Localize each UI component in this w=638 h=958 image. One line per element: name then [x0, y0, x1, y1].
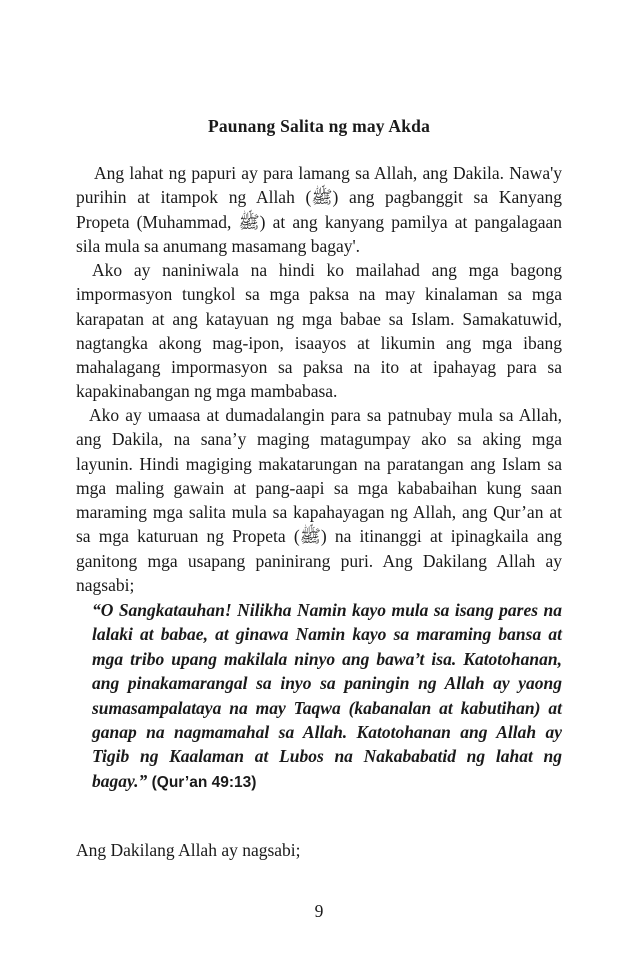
paragraph-hope: Ako ay umaasa at dumadalangin para sa patnubay mula sa Allah, ang Dakila, na sana’y maging matagumpay ako sa aking mga layunin. Hindi magiging makatarungan na paratangan ang Islam sa mga maling gawain at pang-aapi sa mga kababaihan kung saan maraming mga salita mula sa kapahayagan ng Allah, ang Qur’an at sa mga katuruan ng Propeta (ﷺ) na itinanggi at ipinagkaila ang ganitong mga usapang paninirang puri. Ang Dakilang Allah ay nagsabi; [76, 405, 562, 596]
quote-reference: (Qur’an 49:13) [151, 773, 257, 791]
quran-quote [92, 598, 562, 795]
closing-line: Ang Dakilang Allah ay nagsabi; [76, 840, 301, 860]
page-title: Paunang Salita ng may Akda [207, 116, 431, 136]
paragraph-purpose: Ako ay naniniwala na hindi ko mailahad ang mga bagong impormasyon tungkol sa mga paksa na may kinalaman sa mga karapatan at ang katayuan ng mga babae sa Islam. Samakatuwid, nagtangka akong mag-ipon, isaayos at likumin ang mga ibang mahalagang impormasyon sa paksa na ito at ipahayag para sa kapakinabangan ng mga mambabasa. [76, 260, 562, 402]
paragraph-praise: Ang lahat ng papuri ay para lamang sa Allah, ang Dakila. Nawa'y purihin at itampok ng Allah (ﷺ) ang pagbanggit sa Kanyang Propeta (Muhammad, ﷺ) at ang kanyang pamilya at pangalagaan sila mula sa anumang masamang bagay'. [76, 163, 562, 256]
page-number: 9 [314, 901, 324, 921]
quote-text: “O Sangkatauhan! Nilikha Namin kayo mula sa isang pares na lalaki at babae, at ginawa Namin kayo sa maraming bansa at mga tribo upang makilala ninyo ang bawa’t isa. Katotohanan, ang pinakamarangal sa inyo sa paningin ng Allah ay yaong sumasampalataya na may Taqwa (kabanalan at kabutihan) at ganap na nagmamahal sa Allah. Katotohanan ang Allah ay Tigib ng Kaalaman at Lubos na Nakababatid ng lahat ng bagay.” [92, 600, 562, 791]
